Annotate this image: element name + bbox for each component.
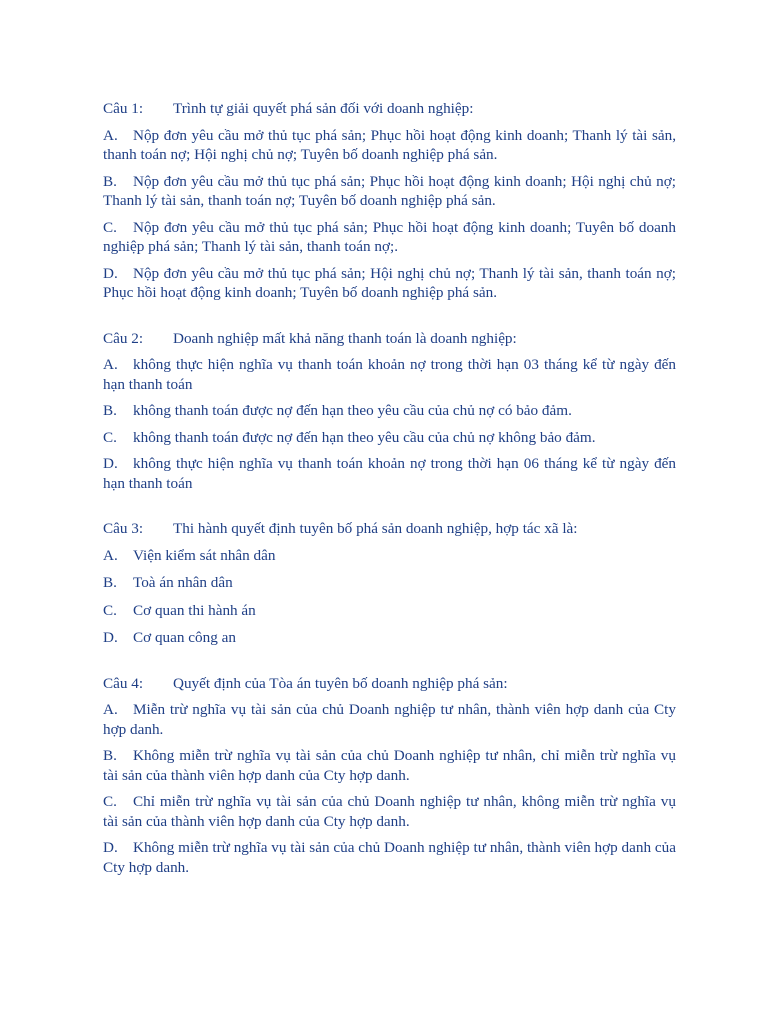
option-c bbox=[103, 601, 676, 621]
option-a bbox=[103, 355, 676, 394]
option-letter: C. bbox=[103, 428, 117, 446]
option-letter: A. bbox=[103, 701, 118, 718]
option-letter: A. bbox=[103, 126, 118, 144]
option-letter: C. bbox=[103, 601, 117, 619]
option-text: Miễn trừ nghĩa vụ tài sản của chủ Doanh nghiệp tư nhân, thành viên hợp danh của Cty hợp danh. bbox=[103, 701, 676, 738]
option-letter: A. bbox=[103, 356, 118, 373]
question-text: Doanh nghiệp mất khả năng thanh toán là doanh nghiệp: bbox=[173, 329, 517, 347]
question-2 bbox=[103, 329, 676, 494]
option-letter: B. bbox=[103, 747, 117, 764]
option-a bbox=[103, 546, 676, 566]
option-a bbox=[103, 700, 676, 739]
option-b bbox=[103, 172, 676, 211]
option-b bbox=[103, 573, 676, 593]
option-text: Nộp đơn yêu cầu mở thủ tục phá sản; Phục hồi hoạt động kinh doanh; Tuyên bố doanh nghiệp phá sản; Thanh lý tài sản, thanh toán nợ;. bbox=[103, 218, 676, 255]
option-d bbox=[103, 264, 676, 303]
option-b bbox=[103, 746, 676, 785]
option-letter: B. bbox=[103, 402, 117, 419]
option-text: Cơ quan công an bbox=[133, 629, 236, 646]
question-number: Câu 2: bbox=[103, 329, 144, 347]
option-text: Toà án nhân dân bbox=[133, 574, 233, 591]
option-letter: C. bbox=[103, 793, 117, 810]
question-text: Thi hành quyết định tuyên bố phá sản doanh nghiệp, hợp tác xã là: bbox=[173, 520, 578, 537]
option-letter: A. bbox=[103, 546, 118, 564]
question-header bbox=[103, 99, 676, 119]
option-text: Nộp đơn yêu cầu mở thủ tục phá sản; Phục hồi hoạt động kinh doanh; Thanh lý tài sản, thanh toán nợ; Hội nghị chủ nợ; Tuyên bố doanh nghiệp phá sản. bbox=[103, 126, 676, 163]
option-text: Chỉ miễn trừ nghĩa vụ tài sản của chủ Doanh nghiệp tư nhân, không miễn trừ nghĩa vụ tài sản của thành viên hợp danh của Cty hợp danh. bbox=[103, 793, 676, 830]
option-text: Không miễn trừ nghĩa vụ tài sản của chủ Doanh nghiệp tư nhân, chỉ miễn trừ nghĩa vụ tài sản của thành viên hợp danh của Cty hợp danh. bbox=[103, 747, 676, 784]
option-text: Nộp đơn yêu cầu mở thủ tục phá sản; Hội nghị chủ nợ; Thanh lý tài sản, thanh toán nợ; Phục hồi hoạt động kinh doanh; Tuyên bố doanh nghiệp phá sản. bbox=[103, 264, 676, 301]
option-letter: D. bbox=[103, 839, 118, 856]
question-header bbox=[103, 329, 676, 349]
question-text: Trình tự giải quyết phá sản đối với doanh nghiệp: bbox=[173, 100, 474, 117]
option-text: không thực hiện nghĩa vụ thanh toán khoản nợ trong thời hạn 06 tháng kể từ ngày đến hạn thanh toán bbox=[103, 455, 676, 492]
option-text: Không miễn trừ nghĩa vụ tài sản của chủ Doanh nghiệp tư nhân, thành viên hợp danh của Cty hợp danh. bbox=[103, 839, 676, 876]
option-text: Viện kiểm sát nhân dân bbox=[133, 546, 276, 564]
option-letter: C. bbox=[103, 218, 117, 236]
option-text: Cơ quan thi hành án bbox=[133, 601, 256, 619]
option-letter: D. bbox=[103, 629, 118, 646]
option-c bbox=[103, 428, 676, 448]
question-3 bbox=[103, 519, 676, 648]
option-text: không thanh toán được nợ đến hạn theo yêu cầu của chủ nợ không bảo đảm. bbox=[133, 428, 596, 446]
option-c bbox=[103, 218, 676, 257]
question-1 bbox=[103, 99, 676, 303]
question-number: Câu 3: bbox=[103, 520, 144, 537]
option-b bbox=[103, 401, 676, 421]
option-letter: B. bbox=[103, 172, 117, 190]
option-letter: D. bbox=[103, 264, 118, 282]
option-text: không thanh toán được nợ đến hạn theo yêu cầu của chủ nợ có bảo đảm. bbox=[133, 402, 572, 419]
option-d bbox=[103, 628, 676, 648]
option-c bbox=[103, 792, 676, 831]
question-4 bbox=[103, 674, 676, 878]
option-text: Nộp đơn yêu cầu mở thủ tục phá sản; Phục hồi hoạt động kinh doanh; Hội nghị chủ nợ; Thanh lý tài sản, thanh toán nợ; Tuyên bố doanh nghiệp phá sản. bbox=[103, 172, 676, 209]
question-number: Câu 1: bbox=[103, 100, 144, 117]
question-header bbox=[103, 674, 676, 694]
option-letter: D. bbox=[103, 455, 118, 472]
option-a bbox=[103, 126, 676, 165]
question-header bbox=[103, 519, 676, 539]
option-d bbox=[103, 838, 676, 877]
question-text: Quyết định của Tòa án tuyên bố doanh nghiệp phá sản: bbox=[173, 674, 508, 692]
document-page bbox=[103, 99, 676, 903]
question-number: Câu 4: bbox=[103, 674, 144, 692]
option-text: không thực hiện nghĩa vụ thanh toán khoản nợ trong thời hạn 03 tháng kể từ ngày đến hạn thanh toán bbox=[103, 356, 676, 393]
option-letter: B. bbox=[103, 574, 117, 591]
option-d bbox=[103, 454, 676, 493]
